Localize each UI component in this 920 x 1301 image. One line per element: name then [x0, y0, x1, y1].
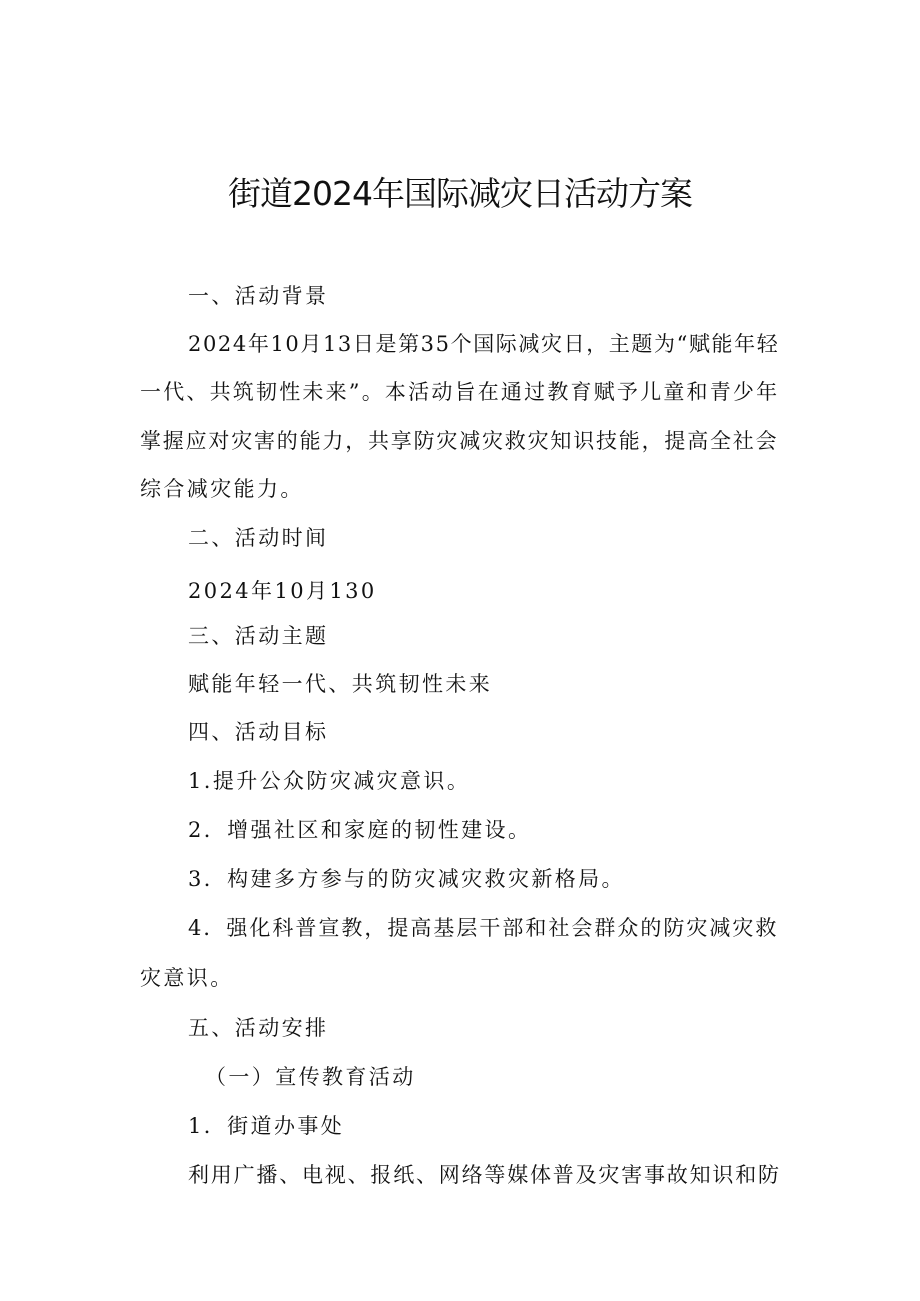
activity-date: 2024年10月130 — [188, 579, 377, 603]
section-heading-arrangement: 五、活动安排 — [188, 1016, 329, 1040]
paragraph-line: 一代、共筑韧性未来”。本活动旨在通过教育赋予儿童和青少年 — [140, 380, 780, 404]
paragraph-line: 掌握应对灾害的能力，共享防灾减灾救灾知识技能，提高全社会 — [140, 429, 779, 453]
section-heading-background: 一、活动背景 — [188, 284, 329, 308]
goal-item-continued: 灾意识。 — [140, 966, 234, 990]
paragraph-line: 2024年10月13日是第35个国际减灾日，主题为“赋能年轻 — [188, 332, 780, 356]
section-heading-time: 二、活动时间 — [188, 526, 329, 550]
goal-item: 2．增强社区和家庭的韧性建设。 — [188, 818, 532, 842]
document-title: 街道2024年国际减灾日活动方案 — [228, 174, 692, 213]
goal-item: 3．构建多方参与的防灾减灾救灾新格局。 — [188, 867, 625, 891]
subsection-heading: （一）宣传教育活动 — [205, 1065, 416, 1089]
paragraph-line: 综合减灾能力。 — [140, 477, 304, 501]
goal-item: 1.提升公众防灾减灾意识。 — [188, 769, 471, 793]
subsection-item: 1．街道办事处 — [188, 1114, 345, 1138]
theme-text: 赋能年轻一代、共筑韧性未来 — [188, 672, 493, 696]
section-heading-goals: 四、活动目标 — [188, 720, 329, 744]
section-heading-theme: 三、活动主题 — [188, 624, 329, 648]
goal-item: 4．强化科普宣教，提高基层干部和社会群众的防灾减灾救 — [188, 916, 779, 940]
paragraph-line: 利用广播、电视、报纸、网络等媒体普及灾害事故知识和防 — [188, 1163, 781, 1187]
